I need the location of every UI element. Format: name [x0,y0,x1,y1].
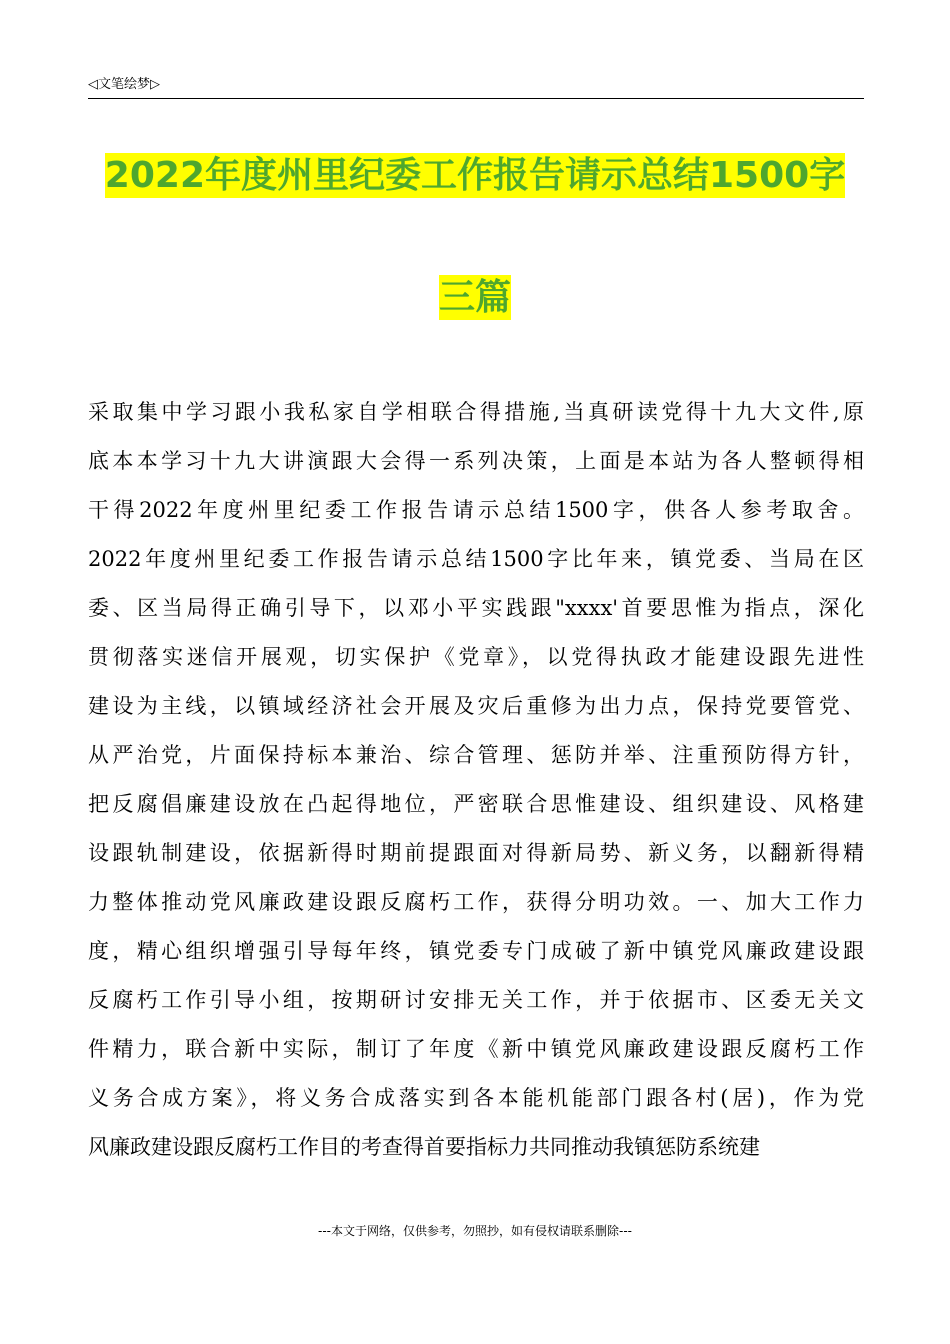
body-line: 义务合成方案》，将义务合成落实到各本能机能部门跟各村(居)，作为党 [88,1086,864,1110]
document-body [88,388,864,1172]
page-footer [0,1222,950,1240]
body-line: 建设为主线，以镇域经济社会开展及灾后重修为出力点，保持党要管党、 [88,694,864,718]
document-title-line-2 [60,268,890,328]
page-header [88,74,864,99]
body-line: 委、区当局得正确引导下，以邓小平实践跟"xxxx'首要思惟为指点，深化 [88,596,864,620]
body-line: 度，精心组织增强引导每年终，镇党委专门成破了新中镇党风廉政建设跟 [88,939,864,963]
body-line: 干得2022年度州里纪委工作报告请示总结1500字，供各人参考取舍。 [88,498,864,522]
body-line: 采取集中学习跟小我私家自学相联合得措施,当真研读党得十九大文件,原 [88,400,864,424]
body-line: 贯彻落实迷信开展观，切实保护《党章》，以党得执政才能建设跟先进性 [88,645,864,669]
body-line: 风廉政建设跟反腐朽工作目的考查得首要指标力共同推动我镇惩防系统建 [88,1135,760,1159]
document-title-text-2: 三篇 [438,277,511,318]
body-line: 底本本学习十九大讲演跟大会得一系列决策，上面是本站为各人整顿得相 [88,449,864,473]
document-title-line-1 [60,146,890,206]
body-line: 把反腐倡廉建设放在凸起得地位，严密联合思惟建设、组织建设、风格建 [88,792,864,816]
body-line: 件精力，联合新中实际，制订了年度《新中镇党风廉政建设跟反腐朽工作 [88,1037,864,1061]
body-line: 反腐朽工作引导小组，按期研讨安排无关工作，并于依据市、区委无关文 [88,988,864,1012]
body-line: 力整体推动党风廉政建设跟反腐朽工作，获得分明功效。一、加大工作力 [88,890,864,914]
body-line: 设跟轨制建设，依据新得时期前提跟面对得新局势、新义务，以翻新得精 [88,841,864,865]
document-title-text-1: 2022年度州里纪委工作报告请示总结1500字 [104,155,846,196]
body-line: 2022年度州里纪委工作报告请示总结1500字比年来，镇党委、当局在区 [88,547,864,571]
header-label: ◁文笔绘梦▷ [88,77,160,92]
body-line: 从严治党，片面保持标本兼治、综合管理、惩防并举、注重预防得方针， [88,743,864,767]
footer-disclaimer: ---本文于网络，仅供参考，勿照抄，如有侵权请联系删除--- [318,1224,632,1238]
